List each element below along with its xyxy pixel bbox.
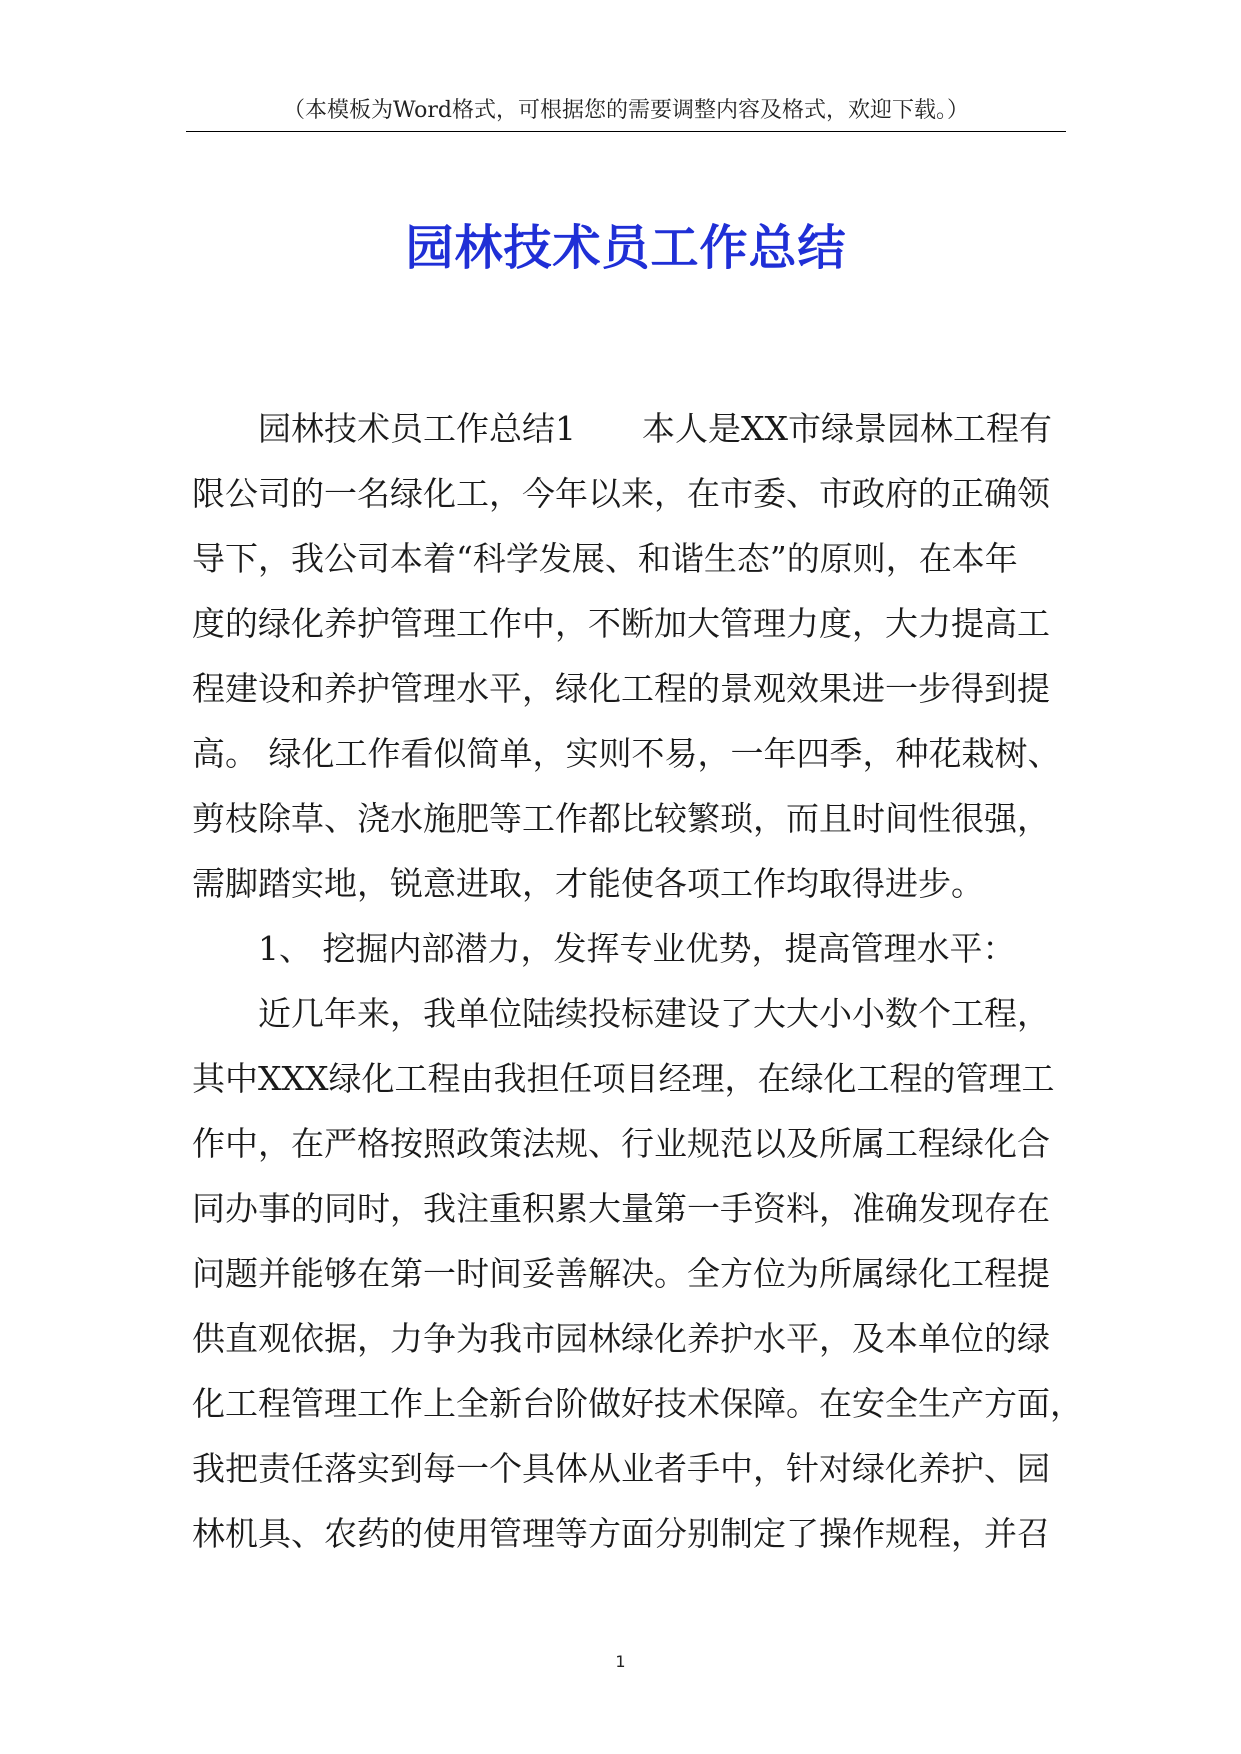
body-line: 导下，我公司本着“科学发展、和谐生态”的原则，在本年 bbox=[192, 539, 1018, 578]
document-title: 园林技术员工作总结 bbox=[405, 220, 847, 276]
body-line: 园林技术员工作总结1 本人是XX市绿景园林工程有 bbox=[258, 409, 1052, 448]
body-line: 1、 挖掘内部潜力，发挥专业优势，提高管理水平： bbox=[258, 929, 1016, 968]
body-line: 剪枝除草、浇水施肥等工作都比较繁琐，而且时间性很强， bbox=[192, 799, 1050, 838]
body-line: 其中XXX绿化工程由我担任项目经理，在绿化工程的管理工 bbox=[192, 1059, 1055, 1098]
header-divider bbox=[186, 131, 1066, 132]
body-line: 我把责任落实到每一个具体从业者手中，针对绿化养护、园 bbox=[192, 1449, 1050, 1488]
body-line: 化工程管理工作上全新台阶做好技术保障。在安全生产方面， bbox=[192, 1384, 1083, 1423]
body-line: 作中，在严格按照政策法规、行业规范以及所属工程绿化合 bbox=[192, 1124, 1050, 1163]
body-line: 高。 绿化工作看似简单，实则不易，一年四季，种花栽树、 bbox=[192, 734, 1061, 773]
body-line: 问题并能够在第一时间妥善解决。全方位为所属绿化工程提 bbox=[192, 1254, 1050, 1293]
body-line: 供直观依据，力争为我市园林绿化养护水平，及本单位的绿 bbox=[192, 1319, 1050, 1358]
body-line: 程建设和养护管理水平，绿化工程的景观效果进一步得到提 bbox=[192, 669, 1050, 708]
body-line: 限公司的一名绿化工，今年以来，在市委、市政府的正确领 bbox=[192, 474, 1050, 513]
document-body bbox=[192, 396, 1083, 1566]
body-line: 同办事的同时，我注重积累大量第一手资料，准确发现存在 bbox=[192, 1189, 1050, 1228]
body-line: 林机具、农药的使用管理等方面分别制定了操作规程，并召 bbox=[192, 1514, 1050, 1553]
body-line: 度的绿化养护管理工作中，不断加大管理力度，大力提高工 bbox=[192, 604, 1050, 643]
body-line: 需脚踏实地，锐意进取，才能使各项工作均取得进步。 bbox=[192, 864, 984, 903]
header-note: （本模板为Word格式，可根据您的需要调整内容及格式，欢迎下载。） bbox=[283, 98, 969, 123]
body-line: 近几年来，我单位陆续投标建设了大大小小数个工程， bbox=[258, 994, 1050, 1033]
page-number: 1 bbox=[615, 1652, 626, 1671]
